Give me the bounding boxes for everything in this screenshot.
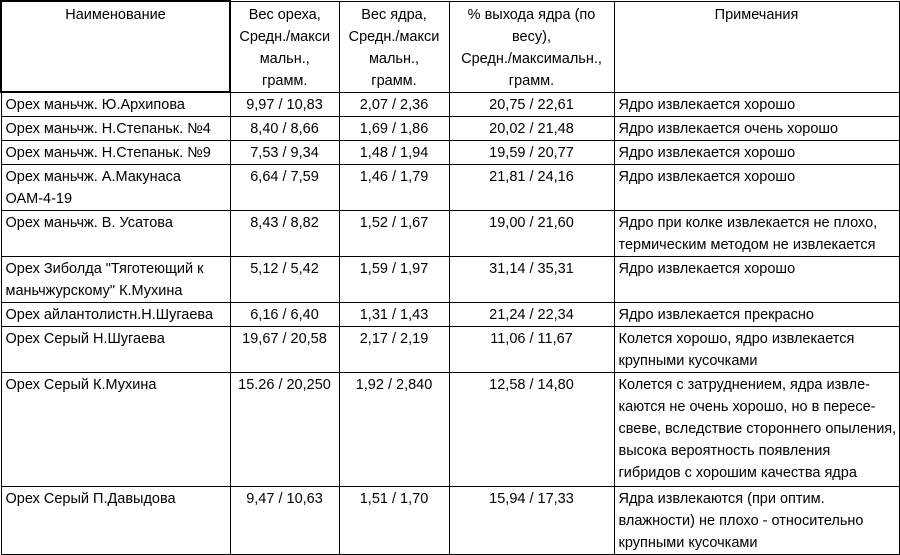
cell-line: ОАМ-4-19 [5,191,73,207]
table-row [1,117,899,141]
cell-yield[interactable]: 31,14 / 35,31 [449,257,614,303]
cell-yield[interactable]: 20,75 / 22,61 [449,92,614,117]
cell-nut[interactable]: 9,47 / 10,63 [230,487,339,555]
cell-name[interactable] [1,211,230,257]
header-notes[interactable] [614,1,899,92]
cell-name[interactable] [1,257,230,303]
cell-line: Ядро извлекается прекрасно [618,307,814,323]
cell-line: Колется хорошо, ядро извлекается [618,331,855,347]
cell-yield[interactable]: 21,24 / 22,34 [449,303,614,327]
cell-note[interactable] [614,373,899,487]
cell-kernel[interactable]: 1,92 / 2,840 [339,373,449,487]
cell-line: Ядра извлекаются (при оптим. [618,491,825,507]
cell-yield[interactable]: 19,00 / 21,60 [449,211,614,257]
cell-line: Ядро при колке извлекается не плохо, [618,215,878,231]
cell-name[interactable] [1,487,230,555]
cell-note[interactable] [614,257,899,303]
cell-nut[interactable]: 6,16 / 6,40 [230,303,339,327]
cell-line: крупными кусочками [618,535,758,551]
cell-line: мальн., [259,50,310,67]
cell-note[interactable] [614,141,899,165]
header-name[interactable] [1,1,230,92]
cell-kernel[interactable]: 1,69 / 1,86 [339,117,449,141]
cell-yield[interactable]: 12,58 / 14,80 [449,373,614,487]
cell-line: крупными кусочками [618,353,758,369]
cell-nut[interactable]: 9,97 / 10,83 [230,92,339,117]
cell-line: Орех маньчж. Н.Степаньк. №9 [5,145,211,161]
cell-line: Орех айлантолистн.Н.Шугаева [5,307,214,323]
table-row [1,141,899,165]
cell-nut[interactable]: 6,64 / 7,59 [230,165,339,211]
cell-line: Орех Серый Н.Шугаева [5,331,165,347]
table-row [1,327,899,373]
cell-name[interactable] [1,92,230,117]
cell-line: грамм. [371,72,417,89]
cell-line: Ядро извлекается хорошо [618,96,796,113]
cell-line: высока вероятность появления [618,443,831,459]
cell-line: Орех Серый П.Давыдова [5,491,176,507]
cell-line: Орех Серый К.Мухина [5,377,157,393]
table-row [1,257,899,303]
table-row [1,211,899,257]
cell-line: термическим методом не извлекается [618,237,876,253]
cell-yield[interactable]: 15,94 / 17,33 [449,487,614,555]
header-kernel-weight[interactable] [339,1,449,92]
cell-yield[interactable]: 20,02 / 21,48 [449,117,614,141]
cell-yield[interactable]: 21,81 / 24,16 [449,165,614,211]
cell-line: Средн./макси [348,28,440,45]
cell-note[interactable] [614,165,899,211]
cell-note[interactable] [614,211,899,257]
header-row [1,1,899,92]
cell-line: Средн./макси [239,28,331,45]
cell-line: гибридов с хорошим качества ядра [618,465,857,481]
cell-yield[interactable]: 19,59 / 20,77 [449,141,614,165]
cell-line: маньчжурскому" К.Мухина [5,283,183,299]
cell-line: Колется с затруднением, ядра извле- [618,377,870,393]
cell-kernel[interactable]: 1,46 / 1,79 [339,165,449,211]
cell-nut[interactable]: 8,40 / 8,66 [230,117,339,141]
cell-kernel[interactable]: 1,31 / 1,43 [339,303,449,327]
cell-nut[interactable]: 8,43 / 8,82 [230,211,339,257]
cell-kernel[interactable]: 1,51 / 1,70 [339,487,449,555]
cell-kernel[interactable]: 2,17 / 2,19 [339,327,449,373]
header-kernel-yield[interactable] [449,1,614,92]
cell-line: мальн., [368,50,420,67]
cell-line: влажности) не плохо - относительно [618,513,864,529]
cell-line: каются не очень хорошо, но в пересе- [618,399,876,415]
cell-line: Вес ядра, [361,6,427,23]
cell-line: Вес ореха, [248,6,321,23]
cell-name[interactable] [1,117,230,141]
cell-line: весу), [512,28,551,45]
cell-name[interactable] [1,373,230,487]
cell-note[interactable] [614,303,899,327]
cell-nut[interactable]: 19,67 / 20,58 [230,327,339,373]
cell-line: грамм. [262,72,308,89]
cell-kernel[interactable]: 2,07 / 2,36 [339,92,449,117]
cell-line: Примечания [714,6,799,23]
cell-kernel[interactable]: 1,48 / 1,94 [339,141,449,165]
table-row [1,373,899,487]
cell-line: Наименование [65,7,166,23]
cell-yield[interactable]: 11,06 / 11,67 [449,327,614,373]
cell-line: грамм. [508,72,555,89]
table-row [1,165,899,211]
cell-nut[interactable]: 7,53 / 9,34 [230,141,339,165]
cell-nut[interactable]: 5,12 / 5,42 [230,257,339,303]
cell-line: Ядро извлекается хорошо [618,145,796,161]
cell-kernel[interactable]: 1,59 / 1,97 [339,257,449,303]
table-row [1,487,899,555]
cell-line: Ядро извлекается хорошо [618,169,796,185]
cell-name[interactable] [1,327,230,373]
header-nut-weight[interactable] [230,1,339,92]
cell-line: Средн./максимальн., [461,50,602,67]
table-row [1,303,899,327]
cell-line: Орех Зиболда "Тяготеющий к [5,261,204,277]
cell-note[interactable] [614,487,899,555]
cell-line: свеве, вследствие стороннего опыления, [618,421,897,437]
cell-name[interactable] [1,303,230,327]
cell-kernel[interactable]: 1,52 / 1,67 [339,211,449,257]
cell-line: Ядро извлекается очень хорошо [618,121,839,137]
cell-line: Ядро извлекается хорошо [618,261,796,277]
cell-nut[interactable]: 15.26 / 20,250 [230,373,339,487]
cell-note[interactable] [614,117,899,141]
cell-note[interactable] [614,327,899,373]
cell-line: Орех маньчж. А.Макунаса [5,169,181,185]
cell-name[interactable] [1,165,230,211]
cell-line: Орех маньчж. Ю.Архипова [5,97,185,113]
cell-note[interactable] [614,92,899,117]
table-row [1,92,899,117]
cell-line: Орех маньчж. Н.Степаньк. №4 [5,121,211,137]
cell-line: Орех маньчж. В. Усатова [5,215,173,231]
cell-line: % выхода ядра (по [467,6,596,23]
cell-name[interactable] [1,141,230,165]
